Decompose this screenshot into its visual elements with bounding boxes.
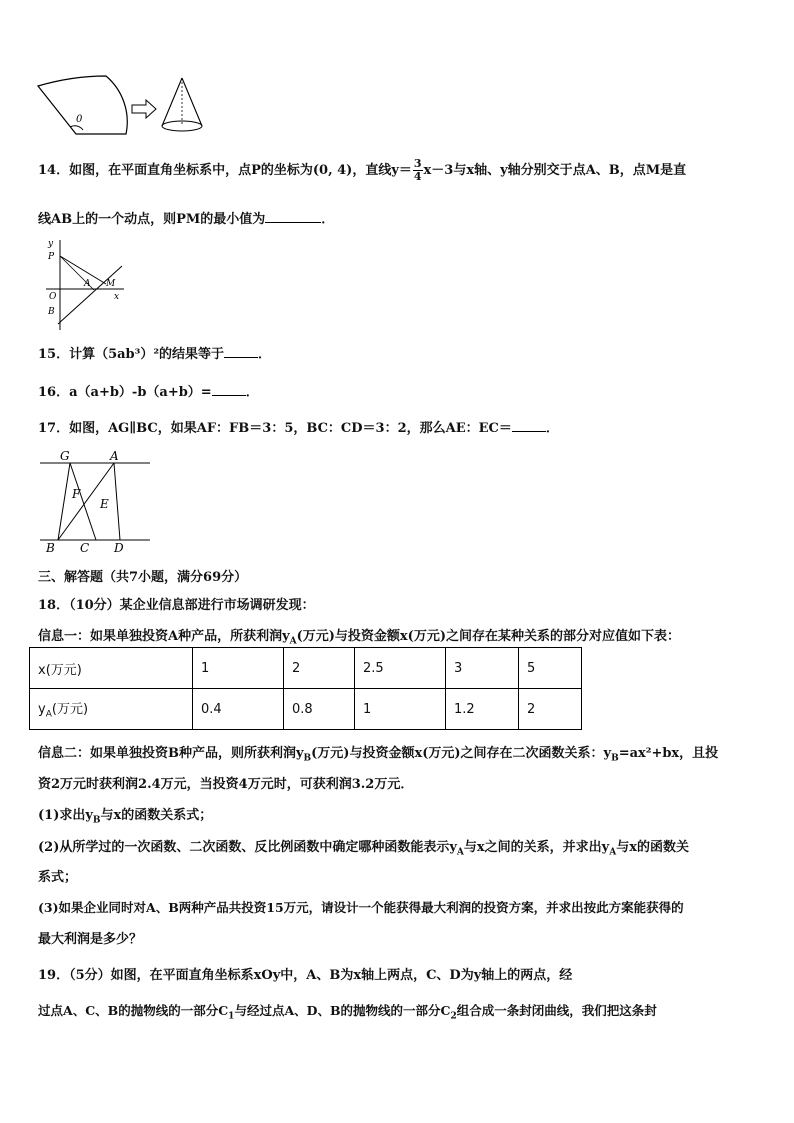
q14-answer-blank[interactable] (265, 210, 321, 223)
q17-line: 17．如图，AG∥BC，如果AF：FB＝3：5，BC：CD＝3：2，那么AE：EC＝ ． (38, 421, 559, 436)
label-b: B (46, 541, 55, 555)
segment-ad (114, 463, 120, 540)
q18-info1: 信息一：如果单独投资A种产品，所获利润$y_A$(万元)与投资金额x(万元)之间存在某种关系的部分对应值如下表： (38, 629, 680, 647)
table-cell: 3 (446, 648, 519, 689)
q18-info2-line2: 资2万元时获利润2.4万元，当投资4万元时，可获利润3.2万元． (38, 777, 414, 792)
q18-part3-line2: 最大利润是多少？ (38, 932, 143, 947)
q16-answer-blank[interactable] (212, 383, 246, 396)
label-d: D (114, 541, 124, 555)
section-3-title: 三、解答题（共7小题，满分69分） (38, 570, 248, 585)
q15-line: 15．计算（5ab³）²的结果等于 ． (38, 347, 272, 362)
q18-part1: (1)求出$y_B$与x的函数关系式； (38, 808, 213, 826)
label-p: P (48, 252, 55, 262)
row-label-ya: $y_A$(万元) (30, 689, 193, 730)
label-g: G (60, 449, 70, 463)
label-b: B (48, 307, 55, 317)
q17-figure (38, 446, 154, 558)
label-y: y (48, 239, 54, 249)
label-m: M (106, 279, 116, 289)
q16-line: 16．a（a+b）-b（a+b）= ． (38, 385, 259, 400)
q18-header: 18．（10分）某企业信息部进行市场调研发现： (38, 598, 315, 613)
q18-part2-line2: 系式； (38, 870, 78, 885)
segment-gc (70, 463, 96, 540)
q18-data-table (29, 647, 582, 730)
q14-line2: 线AB上的一个动点，则PM的最小值为 ． (38, 212, 335, 227)
label-f: F (72, 487, 81, 501)
table-cell: 5 (519, 648, 582, 689)
segment-gb (58, 463, 70, 540)
label-a: A (110, 449, 119, 463)
table-cell: 1 (355, 689, 446, 730)
table-cell: 2 (519, 689, 582, 730)
q14-text-after: x－3与x轴、y轴分别交于点A、B，点M是直 (423, 163, 687, 178)
label-a: A (84, 279, 91, 289)
q18-info2: 信息二：如果单独投资B种产品，则所获利润$y_B$(万元)与投资金额x(万元)之间存在二次函数关系：$y_B=ax^2+bx$，且投 (38, 746, 719, 764)
label-x: x (114, 292, 120, 302)
table-cell: 0.8 (284, 689, 355, 730)
label-e: E (100, 497, 109, 511)
q19-line1: 19．（5分）如图，在平面直角坐标系xOy中，A、B为x轴上两点，C、D为y轴上的两点，经 (38, 968, 573, 983)
q14-fraction: $\frac{3}{4}$ (413, 157, 422, 183)
q19-line2: 过点A、C、B的抛物线的一部分$C_1$与经过点A、D、B的抛物线的一部分$C_2$组合成一条封闭曲线，我们把这条封 (38, 1003, 657, 1022)
q14-coordinate-figure (44, 236, 128, 332)
table-cell: 1 (193, 648, 284, 689)
sector-shape (38, 76, 127, 134)
table-cell: 2 (284, 648, 355, 689)
table-row-x (30, 648, 582, 689)
table-cell: 2.5 (355, 648, 446, 689)
row-label-x: x(万元) (30, 648, 193, 689)
table-cell: 1.2 (446, 689, 519, 730)
q14-number: 14． (38, 163, 70, 178)
q14-text-before: 如图，在平面直角坐标系中，点P的坐标为(0, 4)，直线y＝ (69, 163, 412, 178)
q17-answer-blank[interactable] (512, 419, 546, 432)
table-cell: 0.4 (193, 689, 284, 730)
table-row-ya (30, 689, 582, 730)
q14-line1 (38, 158, 686, 183)
q18-part3: (3)如果企业同时对A、B两种产品共投资15万元，请设计一个能获得最大利润的投资方案，并求出按此方案能获得的 (38, 900, 684, 915)
angle-label: 0 (76, 114, 83, 125)
segment-pm (60, 256, 106, 284)
q15-answer-blank[interactable] (224, 345, 258, 358)
label-c: C (80, 541, 90, 555)
arrow-icon (132, 100, 156, 118)
sector-cone-figure (34, 72, 224, 142)
q18-part2: (2)从所学过的一次函数、二次函数、反比例函数中确定哪种函数能表示$y_A$与x之间的关系，并求出$y_A$与x的函数关 (38, 840, 689, 858)
label-o: O (49, 292, 57, 302)
